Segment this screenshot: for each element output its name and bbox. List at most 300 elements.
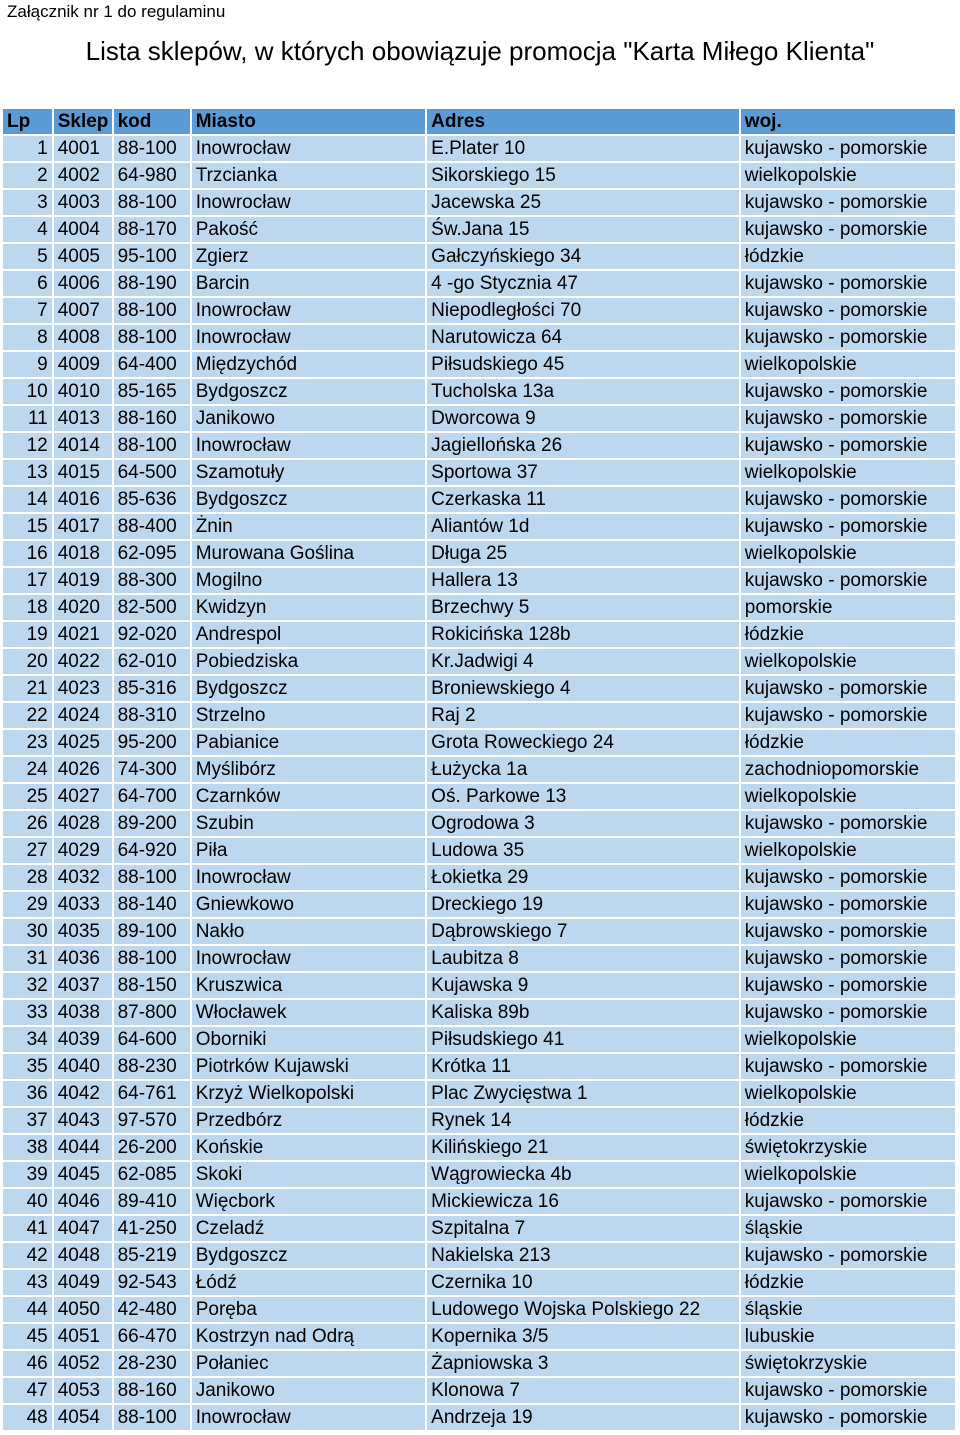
cell-woj: kujawsko - pomorskie [741, 1000, 955, 1025]
cell-adres: Kopernika 3/5 [427, 1324, 739, 1349]
cell-lp: 6 [3, 271, 52, 296]
col-header-sklep: Sklep [54, 109, 112, 134]
cell-woj: zachodniopomorskie [741, 757, 955, 782]
cell-lp: 29 [3, 892, 52, 917]
cell-sklep: 4051 [54, 1324, 112, 1349]
table-row [3, 1000, 955, 1025]
cell-adres: Ludowego Wojska Polskiego 22 [427, 1297, 739, 1322]
cell-adres: Rynek 14 [427, 1108, 739, 1133]
cell-kod: 88-100 [114, 136, 190, 161]
cell-miasto: Andrespol [192, 622, 425, 647]
cell-miasto: Czarnków [192, 784, 425, 809]
cell-sklep: 4040 [54, 1054, 112, 1079]
cell-woj: kujawsko - pomorskie [741, 1378, 955, 1403]
cell-adres: Jagiellońska 26 [427, 433, 739, 458]
cell-miasto: Gniewkowo [192, 892, 425, 917]
cell-miasto: Więcbork [192, 1189, 425, 1214]
table-row [3, 919, 955, 944]
cell-adres: Aliantów 1d [427, 514, 739, 539]
cell-woj: wielkopolskie [741, 784, 955, 809]
cell-miasto: Pakość [192, 217, 425, 242]
cell-sklep: 4035 [54, 919, 112, 944]
cell-adres: Żapniowska 3 [427, 1351, 739, 1376]
cell-miasto: Nakło [192, 919, 425, 944]
cell-sklep: 4046 [54, 1189, 112, 1214]
table-row [3, 514, 955, 539]
cell-woj: świętokrzyskie [741, 1135, 955, 1160]
cell-miasto: Bydgoszcz [192, 487, 425, 512]
cell-lp: 34 [3, 1027, 52, 1052]
table-header-row [3, 109, 955, 134]
cell-adres: Dreckiego 19 [427, 892, 739, 917]
cell-sklep: 4004 [54, 217, 112, 242]
cell-sklep: 4017 [54, 514, 112, 539]
cell-sklep: 4054 [54, 1405, 112, 1430]
table-row [3, 136, 955, 161]
cell-sklep: 4043 [54, 1108, 112, 1133]
cell-adres: Broniewskiego 4 [427, 676, 739, 701]
cell-sklep: 4005 [54, 244, 112, 269]
cell-miasto: Kostrzyn nad Odrą [192, 1324, 425, 1349]
cell-sklep: 4016 [54, 487, 112, 512]
cell-adres: Tucholska 13a [427, 379, 739, 404]
cell-miasto: Inowrocław [192, 136, 425, 161]
cell-woj: śląskie [741, 1297, 955, 1322]
cell-woj: wielkopolskie [741, 352, 955, 377]
cell-kod: 28-230 [114, 1351, 190, 1376]
cell-woj: wielkopolskie [741, 1162, 955, 1187]
cell-woj: kujawsko - pomorskie [741, 1189, 955, 1214]
cell-adres: E.Plater 10 [427, 136, 739, 161]
cell-woj: świętokrzyskie [741, 1351, 955, 1376]
cell-lp: 14 [3, 487, 52, 512]
cell-lp: 43 [3, 1270, 52, 1295]
cell-kod: 88-140 [114, 892, 190, 917]
table-row [3, 1162, 955, 1187]
table-row [3, 487, 955, 512]
cell-miasto: Trzcianka [192, 163, 425, 188]
cell-miasto: Zgierz [192, 244, 425, 269]
cell-adres: Ludowa 35 [427, 838, 739, 863]
cell-miasto: Oborniki [192, 1027, 425, 1052]
cell-sklep: 4028 [54, 811, 112, 836]
cell-woj: kujawsko - pomorskie [741, 190, 955, 215]
cell-lp: 15 [3, 514, 52, 539]
table-row [3, 676, 955, 701]
table-row [3, 946, 955, 971]
cell-sklep: 4013 [54, 406, 112, 431]
cell-kod: 64-761 [114, 1081, 190, 1106]
cell-woj: kujawsko - pomorskie [741, 379, 955, 404]
cell-lp: 33 [3, 1000, 52, 1025]
cell-adres: Łokietka 29 [427, 865, 739, 890]
cell-lp: 45 [3, 1324, 52, 1349]
table-row [3, 622, 955, 647]
cell-woj: śląskie [741, 1216, 955, 1241]
cell-woj: kujawsko - pomorskie [741, 568, 955, 593]
cell-sklep: 4047 [54, 1216, 112, 1241]
cell-miasto: Pabianice [192, 730, 425, 755]
table-row [3, 568, 955, 593]
cell-adres: Sikorskiego 15 [427, 163, 739, 188]
cell-kod: 92-543 [114, 1270, 190, 1295]
table-row [3, 244, 955, 269]
cell-miasto: Piła [192, 838, 425, 863]
cell-lp: 25 [3, 784, 52, 809]
cell-lp: 1 [3, 136, 52, 161]
cell-lp: 30 [3, 919, 52, 944]
table-row [3, 1027, 955, 1052]
cell-adres: Nakielska 213 [427, 1243, 739, 1268]
cell-kod: 62-010 [114, 649, 190, 674]
table-row [3, 730, 955, 755]
cell-sklep: 4049 [54, 1270, 112, 1295]
cell-adres: Szpitalna 7 [427, 1216, 739, 1241]
table-row [3, 1054, 955, 1079]
cell-lp: 26 [3, 811, 52, 836]
cell-woj: wielkopolskie [741, 460, 955, 485]
cell-kod: 88-100 [114, 946, 190, 971]
cell-lp: 28 [3, 865, 52, 890]
cell-woj: wielkopolskie [741, 541, 955, 566]
cell-sklep: 4007 [54, 298, 112, 323]
cell-adres: Mickiewicza 16 [427, 1189, 739, 1214]
cell-kod: 64-400 [114, 352, 190, 377]
cell-adres: Andrzeja 19 [427, 1405, 739, 1430]
cell-adres: Kr.Jadwigi 4 [427, 649, 739, 674]
cell-woj: kujawsko - pomorskie [741, 271, 955, 296]
cell-adres: Łużycka 1a [427, 757, 739, 782]
cell-woj: łódzkie [741, 622, 955, 647]
table-row [3, 595, 955, 620]
cell-kod: 88-190 [114, 271, 190, 296]
cell-miasto: Inowrocław [192, 1405, 425, 1430]
cell-miasto: Krzyż Wielkopolski [192, 1081, 425, 1106]
cell-sklep: 4006 [54, 271, 112, 296]
cell-miasto: Szubin [192, 811, 425, 836]
cell-miasto: Włocławek [192, 1000, 425, 1025]
cell-adres: Św.Jana 15 [427, 217, 739, 242]
cell-woj: wielkopolskie [741, 163, 955, 188]
cell-lp: 18 [3, 595, 52, 620]
cell-kod: 74-300 [114, 757, 190, 782]
cell-sklep: 4036 [54, 946, 112, 971]
cell-miasto: Piotrków Kujawski [192, 1054, 425, 1079]
cell-sklep: 4032 [54, 865, 112, 890]
cell-sklep: 4039 [54, 1027, 112, 1052]
cell-lp: 31 [3, 946, 52, 971]
cell-kod: 95-100 [114, 244, 190, 269]
cell-lp: 13 [3, 460, 52, 485]
cell-woj: kujawsko - pomorskie [741, 892, 955, 917]
cell-adres: Rokicińska 128b [427, 622, 739, 647]
cell-kod: 88-100 [114, 433, 190, 458]
cell-adres: Dąbrowskiego 7 [427, 919, 739, 944]
cell-adres: Dworcowa 9 [427, 406, 739, 431]
cell-woj: kujawsko - pomorskie [741, 946, 955, 971]
cell-miasto: Strzelno [192, 703, 425, 728]
cell-sklep: 4024 [54, 703, 112, 728]
cell-sklep: 4050 [54, 1297, 112, 1322]
cell-lp: 44 [3, 1297, 52, 1322]
cell-kod: 64-920 [114, 838, 190, 863]
cell-woj: kujawsko - pomorskie [741, 1243, 955, 1268]
cell-woj: łódzkie [741, 1108, 955, 1133]
cell-lp: 19 [3, 622, 52, 647]
cell-adres: Kaliska 89b [427, 1000, 739, 1025]
cell-kod: 89-200 [114, 811, 190, 836]
cell-adres: Klonowa 7 [427, 1378, 739, 1403]
cell-adres: Wągrowiecka 4b [427, 1162, 739, 1187]
table-row [3, 1135, 955, 1160]
cell-woj: lubuskie [741, 1324, 955, 1349]
table-row [3, 1378, 955, 1403]
table-row [3, 784, 955, 809]
cell-woj: kujawsko - pomorskie [741, 298, 955, 323]
cell-woj: kujawsko - pomorskie [741, 973, 955, 998]
cell-lp: 3 [3, 190, 52, 215]
cell-adres: Ogrodowa 3 [427, 811, 739, 836]
cell-lp: 16 [3, 541, 52, 566]
cell-sklep: 4009 [54, 352, 112, 377]
page-title: Lista sklepów, w których obowiązuje promocja "Karta Miłego Klienta" [85, 36, 875, 66]
table-row [3, 217, 955, 242]
cell-lp: 2 [3, 163, 52, 188]
cell-kod: 88-300 [114, 568, 190, 593]
cell-kod: 88-100 [114, 325, 190, 350]
cell-adres: Piłsudskiego 41 [427, 1027, 739, 1052]
cell-adres: Grota Roweckiego 24 [427, 730, 739, 755]
cell-miasto: Barcin [192, 271, 425, 296]
cell-adres: Hallera 13 [427, 568, 739, 593]
cell-sklep: 4019 [54, 568, 112, 593]
cell-kod: 88-100 [114, 865, 190, 890]
cell-miasto: Bydgoszcz [192, 1243, 425, 1268]
cell-kod: 82-500 [114, 595, 190, 620]
cell-adres: Długa 25 [427, 541, 739, 566]
cell-kod: 88-150 [114, 973, 190, 998]
cell-lp: 41 [3, 1216, 52, 1241]
cell-adres: Oś. Parkowe 13 [427, 784, 739, 809]
cell-sklep: 4008 [54, 325, 112, 350]
cell-woj: kujawsko - pomorskie [741, 136, 955, 161]
store-table [1, 107, 957, 1432]
cell-sklep: 4029 [54, 838, 112, 863]
table-row [3, 892, 955, 917]
cell-miasto: Bydgoszcz [192, 379, 425, 404]
cell-kod: 64-980 [114, 163, 190, 188]
table-row [3, 1324, 955, 1349]
cell-adres: Jacewska 25 [427, 190, 739, 215]
table-row [3, 271, 955, 296]
cell-sklep: 4037 [54, 973, 112, 998]
cell-sklep: 4025 [54, 730, 112, 755]
cell-woj: łódzkie [741, 730, 955, 755]
table-row [3, 460, 955, 485]
table-row [3, 190, 955, 215]
table-row [3, 811, 955, 836]
cell-woj: kujawsko - pomorskie [741, 406, 955, 431]
cell-miasto: Inowrocław [192, 190, 425, 215]
cell-kod: 66-470 [114, 1324, 190, 1349]
cell-woj: łódzkie [741, 244, 955, 269]
cell-kod: 64-600 [114, 1027, 190, 1052]
cell-sklep: 4010 [54, 379, 112, 404]
cell-woj: kujawsko - pomorskie [741, 1405, 955, 1430]
cell-miasto: Myślibórz [192, 757, 425, 782]
cell-sklep: 4026 [54, 757, 112, 782]
cell-lp: 17 [3, 568, 52, 593]
cell-miasto: Skoki [192, 1162, 425, 1187]
cell-adres: Czernika 10 [427, 1270, 739, 1295]
cell-sklep: 4022 [54, 649, 112, 674]
cell-kod: 62-095 [114, 541, 190, 566]
cell-lp: 27 [3, 838, 52, 863]
cell-kod: 88-160 [114, 1378, 190, 1403]
cell-kod: 97-570 [114, 1108, 190, 1133]
cell-kod: 88-400 [114, 514, 190, 539]
col-header-miasto: Miasto [192, 109, 425, 134]
cell-kod: 87-800 [114, 1000, 190, 1025]
cell-adres: Niepodległości 70 [427, 298, 739, 323]
cell-adres: Kujawska 9 [427, 973, 739, 998]
cell-miasto: Janikowo [192, 1378, 425, 1403]
cell-sklep: 4020 [54, 595, 112, 620]
cell-kod: 26-200 [114, 1135, 190, 1160]
table-row [3, 1405, 955, 1430]
cell-kod: 89-100 [114, 919, 190, 944]
cell-woj: kujawsko - pomorskie [741, 325, 955, 350]
cell-lp: 4 [3, 217, 52, 242]
table-row [3, 973, 955, 998]
cell-lp: 9 [3, 352, 52, 377]
cell-lp: 5 [3, 244, 52, 269]
table-row [3, 406, 955, 431]
cell-kod: 88-170 [114, 217, 190, 242]
cell-miasto: Murowana Goślina [192, 541, 425, 566]
cell-lp: 38 [3, 1135, 52, 1160]
cell-miasto: Inowrocław [192, 946, 425, 971]
cell-lp: 40 [3, 1189, 52, 1214]
table-row [3, 1189, 955, 1214]
cell-kod: 85-165 [114, 379, 190, 404]
table-row [3, 1081, 955, 1106]
cell-lp: 24 [3, 757, 52, 782]
col-header-adres: Adres [427, 109, 739, 134]
cell-miasto: Czeladź [192, 1216, 425, 1241]
cell-woj: kujawsko - pomorskie [741, 703, 955, 728]
cell-woj: wielkopolskie [741, 1081, 955, 1106]
table-row [3, 838, 955, 863]
cell-adres: Brzechwy 5 [427, 595, 739, 620]
cell-lp: 12 [3, 433, 52, 458]
cell-kod: 92-020 [114, 622, 190, 647]
cell-miasto: Inowrocław [192, 865, 425, 890]
cell-miasto: Kwidzyn [192, 595, 425, 620]
cell-kod: 88-100 [114, 298, 190, 323]
cell-sklep: 4053 [54, 1378, 112, 1403]
cell-adres: Narutowicza 64 [427, 325, 739, 350]
cell-lp: 35 [3, 1054, 52, 1079]
cell-woj: kujawsko - pomorskie [741, 865, 955, 890]
table-row [3, 352, 955, 377]
table-row [3, 703, 955, 728]
cell-adres: Czerkaska 11 [427, 487, 739, 512]
table-row [3, 865, 955, 890]
cell-miasto: Mogilno [192, 568, 425, 593]
cell-kod: 64-500 [114, 460, 190, 485]
cell-woj: kujawsko - pomorskie [741, 919, 955, 944]
cell-kod: 41-250 [114, 1216, 190, 1241]
cell-lp: 42 [3, 1243, 52, 1268]
cell-adres: Plac Zwycięstwa 1 [427, 1081, 739, 1106]
cell-miasto: Międzychód [192, 352, 425, 377]
cell-woj: kujawsko - pomorskie [741, 811, 955, 836]
cell-woj: kujawsko - pomorskie [741, 487, 955, 512]
table-row [3, 298, 955, 323]
table-row [3, 325, 955, 350]
cell-woj: kujawsko - pomorskie [741, 676, 955, 701]
cell-sklep: 4038 [54, 1000, 112, 1025]
cell-sklep: 4023 [54, 676, 112, 701]
table-row [3, 1108, 955, 1133]
table-row [3, 1216, 955, 1241]
cell-miasto: Łódź [192, 1270, 425, 1295]
col-header-woj: woj. [741, 109, 955, 134]
cell-adres: Sportowa 37 [427, 460, 739, 485]
cell-sklep: 4042 [54, 1081, 112, 1106]
cell-lp: 7 [3, 298, 52, 323]
cell-woj: wielkopolskie [741, 838, 955, 863]
table-row [3, 1297, 955, 1322]
col-header-lp: Lp [3, 109, 52, 134]
cell-miasto: Bydgoszcz [192, 676, 425, 701]
cell-kod: 64-700 [114, 784, 190, 809]
cell-lp: 46 [3, 1351, 52, 1376]
cell-kod: 88-100 [114, 1405, 190, 1430]
cell-sklep: 4021 [54, 622, 112, 647]
cell-lp: 23 [3, 730, 52, 755]
cell-lp: 48 [3, 1405, 52, 1430]
cell-miasto: Szamotuły [192, 460, 425, 485]
cell-lp: 20 [3, 649, 52, 674]
cell-sklep: 4014 [54, 433, 112, 458]
cell-sklep: 4003 [54, 190, 112, 215]
table-row [3, 1270, 955, 1295]
cell-miasto: Kruszwica [192, 973, 425, 998]
cell-sklep: 4048 [54, 1243, 112, 1268]
cell-kod: 88-310 [114, 703, 190, 728]
cell-woj: kujawsko - pomorskie [741, 514, 955, 539]
cell-sklep: 4001 [54, 136, 112, 161]
cell-woj: łódzkie [741, 1270, 955, 1295]
cell-woj: kujawsko - pomorskie [741, 433, 955, 458]
cell-woj: wielkopolskie [741, 1027, 955, 1052]
cell-lp: 39 [3, 1162, 52, 1187]
cell-lp: 22 [3, 703, 52, 728]
cell-sklep: 4002 [54, 163, 112, 188]
cell-miasto: Poręba [192, 1297, 425, 1322]
cell-kod: 62-085 [114, 1162, 190, 1187]
cell-miasto: Połaniec [192, 1351, 425, 1376]
col-header-kod: kod [114, 109, 190, 134]
cell-kod: 88-160 [114, 406, 190, 431]
cell-sklep: 4052 [54, 1351, 112, 1376]
cell-miasto: Inowrocław [192, 325, 425, 350]
cell-adres: 4 -go Stycznia 47 [427, 271, 739, 296]
table-row [3, 1243, 955, 1268]
cell-sklep: 4018 [54, 541, 112, 566]
